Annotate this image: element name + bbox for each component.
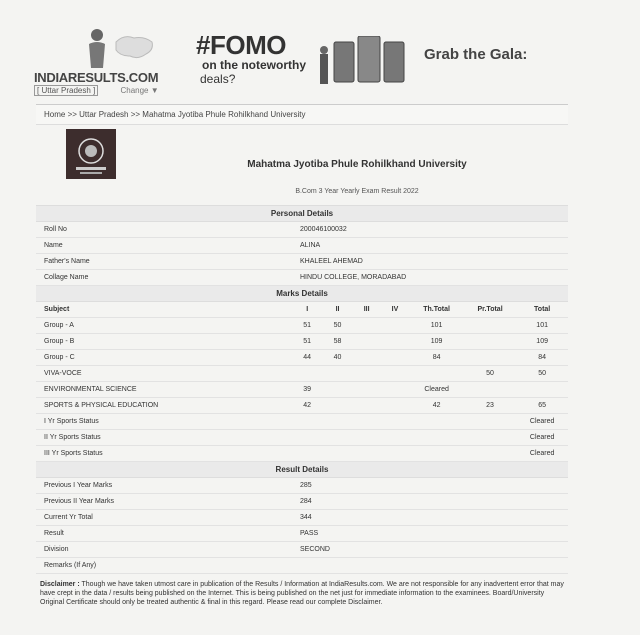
row-label: Current Yr Total [36,510,292,526]
col-header-pr-total: Pr.Total [464,302,516,318]
mark-cell: 42 [292,398,322,414]
mark-cell [353,398,381,414]
mark-cell: 40 [322,350,352,366]
change-state-link[interactable]: Change ▼ [120,86,159,95]
subject-cell: ENVIRONMENTAL SCIENCE [36,382,292,398]
advertisement-banner[interactable] [196,26,616,90]
state-label: [ Uttar Pradesh ] [34,85,98,96]
mark-cell [409,430,463,446]
mark-cell: 84 [516,350,568,366]
mark-cell [464,334,516,350]
subject-cell: I Yr Sports Status [36,414,292,430]
table-row [36,510,568,526]
mark-cell [322,446,352,462]
row-label: Name [36,238,292,254]
mark-cell [322,414,352,430]
university-name: Mahatma Jyotiba Phule Rohilkhand University [247,159,467,170]
table-row [36,318,568,334]
row-label: Father's Name [36,254,292,270]
row-value: 200046100032 [292,222,568,238]
mark-cell: 58 [322,334,352,350]
mark-cell: 42 [409,398,463,414]
col-header-th-total: Th.Total [409,302,463,318]
breadcrumb[interactable]: Home >> Uttar Pradesh >> Mahatma Jyotiba Phule Rohilkhand University [36,105,568,125]
mark-cell: 50 [464,366,516,382]
mark-cell: 101 [516,318,568,334]
mark-cell [353,446,381,462]
mark-cell [381,398,410,414]
mark-cell [292,446,322,462]
mark-cell [381,446,410,462]
mark-cell [516,382,568,398]
subject-cell: VIVA-VOCE [36,366,292,382]
mark-cell [292,430,322,446]
row-value: PASS [292,526,568,542]
mark-cell: 101 [409,318,463,334]
mark-cell: 84 [409,350,463,366]
mark-cell [322,382,352,398]
table-row [36,270,568,286]
mark-cell [353,414,381,430]
marks-details-table [36,302,568,462]
mark-cell [381,430,410,446]
mark-cell [381,350,410,366]
row-value: ALINA [292,238,568,254]
table-row [36,494,568,510]
table-row [36,526,568,542]
table-row [36,350,568,366]
mark-cell [353,318,381,334]
subject-cell: II Yr Sports Status [36,430,292,446]
subject-cell: SPORTS & PHYSICAL EDUCATION [36,398,292,414]
result-card [36,104,568,607]
col-header-iv: IV [381,302,410,318]
mark-cell [353,334,381,350]
col-header-iii: III [353,302,381,318]
mark-cell [464,446,516,462]
subject-cell: III Yr Sports Status [36,446,292,462]
mark-cell: Cleared [516,446,568,462]
ad-tagline-2: deals? [200,72,236,86]
mark-cell [322,430,352,446]
table-row [36,558,568,574]
marks-details-title: Marks Details [36,286,568,302]
subject-cell: Group - B [36,334,292,350]
row-label: Previous II Year Marks [36,494,292,510]
person-icon [86,28,108,68]
mark-cell [464,430,516,446]
exam-title: B.Com 3 Year Yearly Exam Result 2022 [295,188,419,195]
mark-cell: 44 [292,350,322,366]
row-value: 285 [292,478,568,494]
mark-cell [353,382,381,398]
university-header [36,125,568,206]
mark-cell [322,398,352,414]
mark-cell [464,382,516,398]
mark-cell [381,334,410,350]
mark-cell [381,382,410,398]
col-header-i: I [292,302,322,318]
mark-cell [381,366,410,382]
mark-cell: Cleared [409,382,463,398]
row-value: KHALEEL AHEMAD [292,254,568,270]
mark-cell [292,414,322,430]
mark-cell [381,414,410,430]
row-label: Roll No [36,222,292,238]
mark-cell: 39 [292,382,322,398]
table-row [36,430,568,446]
mark-cell: Cleared [516,414,568,430]
row-label: Previous I Year Marks [36,478,292,494]
subject-cell: Group - A [36,318,292,334]
mark-cell: Cleared [516,430,568,446]
table-row [36,414,568,430]
row-value [292,558,568,574]
result-details-table [36,478,568,574]
row-label: Collage Name [36,270,292,286]
table-row [36,382,568,398]
personal-details-title: Personal Details [36,206,568,222]
phone-images [320,36,410,88]
table-row [36,542,568,558]
table-row [36,446,568,462]
mark-cell [409,366,463,382]
mark-cell [464,350,516,366]
mark-cell: 50 [516,366,568,382]
table-row [36,398,568,414]
disclaimer-label: Disclaimer : [40,581,80,588]
col-header-ii: II [322,302,352,318]
mark-cell [322,366,352,382]
ad-headline: #FOMO [196,30,286,60]
row-value: 284 [292,494,568,510]
mark-cell [464,318,516,334]
ad-cta: Grab the Gala: [424,46,528,63]
site-header [0,0,640,100]
row-label: Result [36,526,292,542]
india-map-icon [112,32,156,62]
table-row [36,222,568,238]
mark-cell: 51 [292,334,322,350]
mark-cell [353,350,381,366]
mark-cell: 109 [516,334,568,350]
row-label: Remarks (If Any) [36,558,292,574]
logo-text: INDIARESULTS.COM [34,70,159,85]
result-details-title: Result Details [36,462,568,478]
mark-cell: 23 [464,398,516,414]
personal-details-table [36,222,568,286]
row-value: 344 [292,510,568,526]
disclaimer [36,574,568,607]
subject-cell: Group - C [36,350,292,366]
table-row [36,366,568,382]
mark-cell: 50 [322,318,352,334]
row-value: SECOND [292,542,568,558]
table-row [36,238,568,254]
row-value: HINDU COLLEGE, MORADABAD [292,270,568,286]
disclaimer-text: Though we have taken utmost care in publication of the Results / Information at IndiaResults.com. We are not responsible for any inadvertent error that may have crept in the data / results being published on the Internet. This is being published on the net just for immediate information to the examinees. Board/University Original Certificate should only be treated authentic & final in this regard. Please read our complete Disclaimer. [40,581,564,606]
mark-cell [381,318,410,334]
table-row [36,254,568,270]
mark-cell [353,366,381,382]
mark-cell [409,414,463,430]
mark-cell [353,430,381,446]
col-header-total: Total [516,302,568,318]
state-selector[interactable] [34,86,159,95]
ad-tagline-1: on the noteworthy [202,58,306,72]
mark-cell [464,414,516,430]
mark-cell [409,446,463,462]
mark-cell: 51 [292,318,322,334]
table-row [36,334,568,350]
mark-cell [292,366,322,382]
table-row [36,478,568,494]
row-label: Division [36,542,292,558]
mark-cell: 65 [516,398,568,414]
col-header-subject: Subject [36,302,292,318]
mark-cell: 109 [409,334,463,350]
university-crest-icon [66,129,116,179]
table-header-row [36,302,568,318]
